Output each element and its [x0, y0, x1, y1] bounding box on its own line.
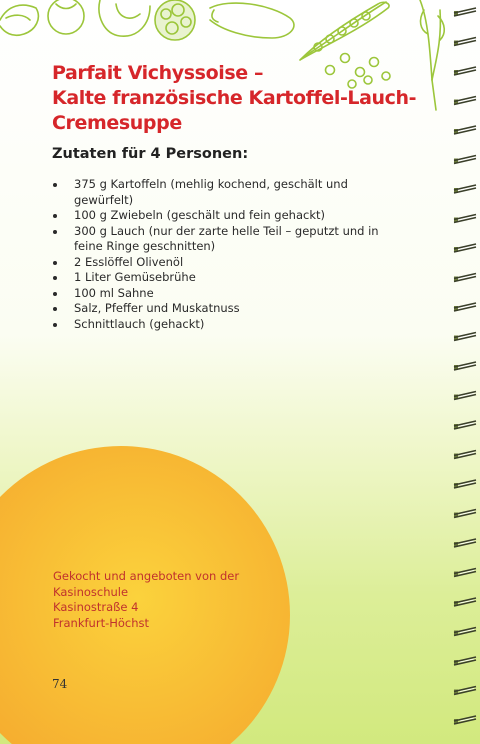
- binding-coil: [454, 333, 476, 341]
- binding-coil: [454, 687, 476, 695]
- binding-coil: [454, 628, 476, 636]
- recipe-title-line: Parfait Vichyssoise –: [52, 62, 264, 84]
- credit-block: [53, 569, 283, 631]
- binding-coil: [454, 215, 476, 223]
- ingredient-item: [52, 208, 402, 224]
- ingredient-line: 100 g Zwiebeln (geschält und fein gehackt): [74, 208, 325, 222]
- ingredient-line: 300 g Lauch (nur der zarte helle Teil – geputzt und in: [74, 223, 379, 238]
- binding-coil: [454, 8, 476, 16]
- ingredient-item: [52, 270, 402, 286]
- binding-coil: [454, 274, 476, 282]
- binding-coil: [454, 126, 476, 134]
- binding-coil: [454, 569, 476, 577]
- binding-coil: [454, 421, 476, 429]
- credit-line: Kasinostraße 4: [53, 600, 139, 615]
- binding-coil: [454, 244, 476, 252]
- page-number: 74: [52, 677, 68, 691]
- binding-coil: [454, 657, 476, 665]
- ingredient-list: [52, 177, 402, 332]
- ingredient-item: [52, 177, 402, 208]
- ingredient-line: Salz, Pfeffer und Muskatnuss: [74, 301, 240, 315]
- recipe-title-line: Cremesuppe: [52, 112, 182, 134]
- ingredient-line: 2 Esslöffel Olivenöl: [74, 254, 184, 269]
- binding-coil: [454, 480, 476, 488]
- ingredient-line: 100 ml Sahne: [74, 285, 154, 300]
- ingredient-item: [52, 224, 402, 255]
- recipe-title: [52, 61, 422, 136]
- ingredient-line: gewürfelt): [74, 192, 134, 207]
- binding-coil: [454, 598, 476, 606]
- binding-coil: [454, 38, 476, 46]
- ingredients-heading: Zutaten für 4 Personen:: [52, 146, 249, 162]
- ingredient-line: feine Ringe geschnitten): [74, 239, 216, 253]
- ingredient-item: [52, 286, 402, 302]
- binding-coil: [454, 303, 476, 311]
- credit-line: Frankfurt-Höchst: [53, 615, 150, 630]
- binding-coil: [454, 156, 476, 164]
- ingredient-item: [52, 317, 402, 333]
- binding-coil: [454, 67, 476, 75]
- ingredient-line: 1 Liter Gemüsebrühe: [74, 270, 196, 284]
- spiral-binding: [448, 0, 480, 744]
- ingredient-item: [52, 255, 402, 271]
- binding-coil: [454, 539, 476, 547]
- ingredient-item: [52, 301, 402, 317]
- binding-coil: [454, 392, 476, 400]
- recipe-title-line: Kalte französische Kartoffel-Lauch-: [52, 87, 417, 109]
- binding-coil: [454, 510, 476, 518]
- binding-coil: [454, 97, 476, 105]
- binding-coil: [454, 362, 476, 370]
- ingredient-line: 375 g Kartoffeln (mehlig kochend, geschält und: [74, 177, 348, 191]
- credit-line: Kasinoschule: [53, 584, 129, 599]
- ingredient-line: Schnittlauch (gehackt): [74, 316, 205, 331]
- credit-line: Gekocht und angeboten von der: [53, 569, 240, 583]
- binding-coil: [454, 185, 476, 193]
- binding-coil: [454, 716, 476, 724]
- binding-coil: [454, 451, 476, 459]
